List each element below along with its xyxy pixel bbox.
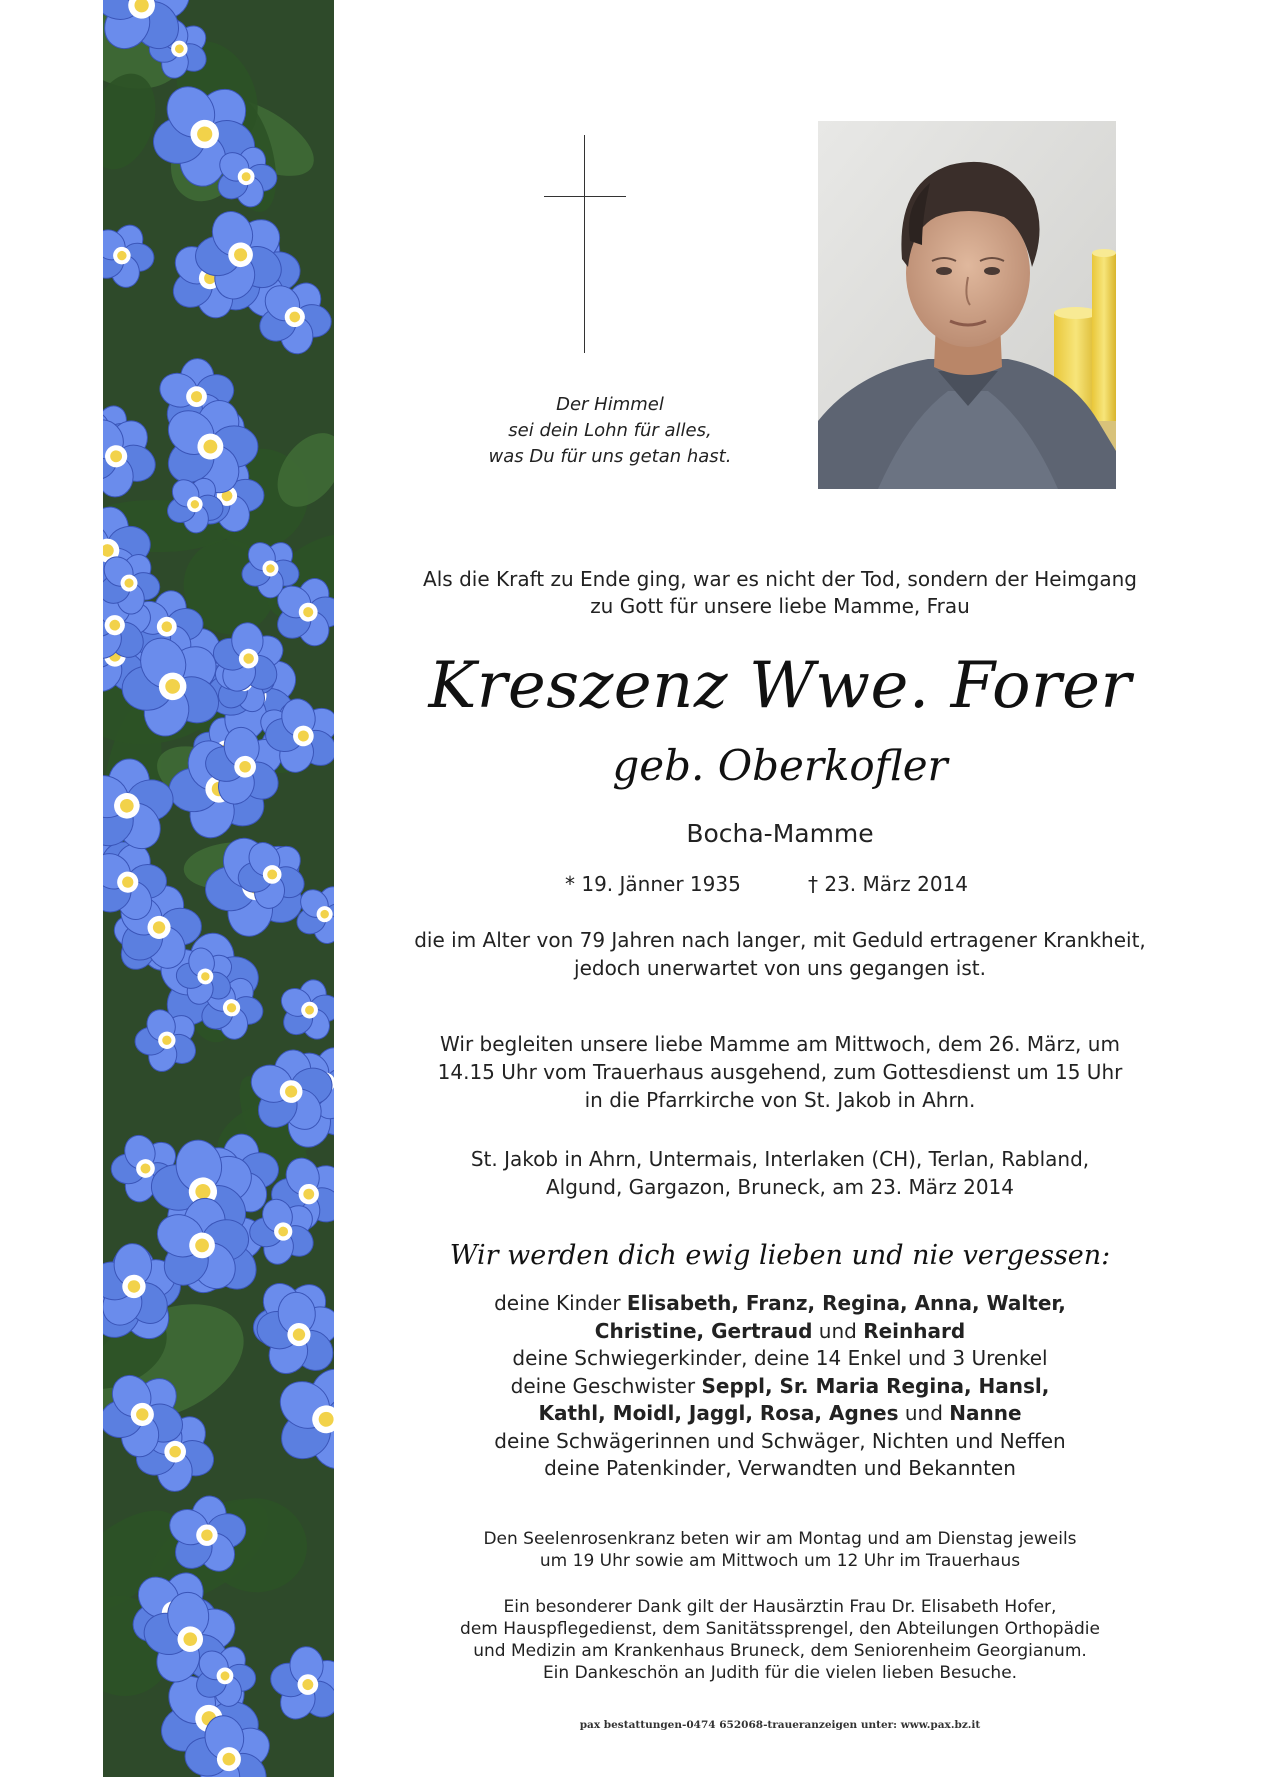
rosary-line: um 19 Uhr sowie am Mittwoch um 12 Uhr im Trauerhaus (539, 1551, 1021, 1571)
thanks-line: Ein Dankeschön an Judith für die vielen lieben Besuche. (542, 1663, 1018, 1683)
flower-illustration (103, 0, 334, 1777)
age-line: die im Alter von 79 Jahren nach langer, mit Geduld ertragener Krankheit, (414, 928, 1146, 952)
family-line-relatives: deine Schwägerinnen und Schwäger, Nichten und Neffen (494, 1428, 1066, 1453)
sibling-names: Seppl, Sr. Maria Regina, Hansl, (701, 1373, 1050, 1398)
funeral-line: 14.15 Uhr vom Trauerhaus ausgehend, zum Gottesdienst um 15 Uhr (437, 1060, 1123, 1084)
funeral-line: in die Pfarrkirche von St. Jakob in Ahrn. (584, 1088, 976, 1112)
family-label: deine Kinder (494, 1291, 627, 1315)
family-line-children-cont (370, 1318, 1190, 1346)
maiden-name: geb. Oberkofler (612, 741, 948, 790)
family-list (370, 1290, 1190, 1483)
children-names: Christine, Gertraud (594, 1318, 813, 1343)
family-line-siblings (370, 1373, 1190, 1401)
thanks-line: dem Hauspflegedienst, dem Sanitätssprengel, den Abteilungen Orthopädie (460, 1619, 1100, 1639)
rosary-line: Den Seelenrosenkranz beten wir am Montag und am Dienstag jeweils (483, 1529, 1077, 1549)
quote-block (430, 392, 790, 470)
sibling-names: Nanne (949, 1401, 1022, 1425)
portrait-photo (818, 121, 1116, 489)
quote-line: was Du für uns getan hast. (488, 446, 732, 467)
places-line: Algund, Gargazon, Bruneck, am 23. März 2014 (545, 1175, 1015, 1199)
places-line: St. Jakob in Ahrn, Untermais, Interlaken (CH), Terlan, Rabland, (470, 1147, 1090, 1171)
conjunction: und (898, 1401, 950, 1425)
deceased-name: Kreszenz Wwe. Forer (428, 649, 1132, 723)
nickname: Bocha-Mamme (686, 819, 874, 848)
cross-horizontal-bar (544, 196, 626, 197)
cross-vertical-bar (584, 135, 585, 353)
forget-me-not-flower-strip (103, 0, 334, 1777)
children-names: Reinhard (863, 1318, 966, 1343)
family-line-children (370, 1290, 1190, 1318)
children-names: Elisabeth, Franz, Regina, Anna, Walter, (626, 1291, 1066, 1315)
age-line: jedoch unerwartet von uns gegangen ist. (574, 956, 986, 980)
thanks-line: und Medizin am Krankenhaus Bruneck, dem Seniorenheim Georgianum. (473, 1641, 1087, 1661)
portrait-illustration (818, 121, 1116, 489)
thanks-text (370, 1596, 1190, 1684)
family-label: deine Geschwister (510, 1373, 702, 1398)
death-date: † 23. März 2014 (808, 872, 969, 896)
rosary-text (370, 1528, 1190, 1572)
family-line-siblings-cont (370, 1400, 1190, 1428)
funeral-line: Wir begleiten unsere liebe Mamme am Mittwoch, dem 26. März, um (440, 1032, 1120, 1056)
birth-date: * 19. Jänner 1935 (565, 872, 741, 896)
places-text (370, 1145, 1190, 1201)
conjunction: und (812, 1318, 864, 1343)
quote-line: Der Himmel (556, 394, 664, 415)
intro-line: Als die Kraft zu Ende ging, war es nicht der Tod, sondern der Heimgang (423, 567, 1137, 591)
farewell-heading: Wir werden dich ewig lieben und nie vergessen: (449, 1240, 1111, 1271)
family-line-godchildren: deine Patenkinder, Verwandten und Bekannten (544, 1456, 1016, 1480)
thanks-line: Ein besonderer Dank gilt der Hausärztin Frau Dr. Elisabeth Hofer, (503, 1597, 1057, 1617)
intro-text (370, 566, 1190, 620)
funeral-text (370, 1030, 1190, 1114)
family-line-inlaws: deine Schwiegerkinder, deine 14 Enkel und 3 Urenkel (512, 1346, 1048, 1370)
sibling-names: Kathl, Moidl, Jaggl, Rosa, Agnes (538, 1401, 899, 1425)
age-text (370, 926, 1190, 982)
quote-line: sei dein Lohn für alles, (508, 420, 712, 441)
intro-line: zu Gott für unsere liebe Mamme, Frau (590, 594, 970, 618)
cross-symbol (544, 135, 626, 353)
footer-credit: pax bestattungen-0474 652068-traueranzeigen unter: www.pax.bz.it (579, 1719, 981, 1731)
